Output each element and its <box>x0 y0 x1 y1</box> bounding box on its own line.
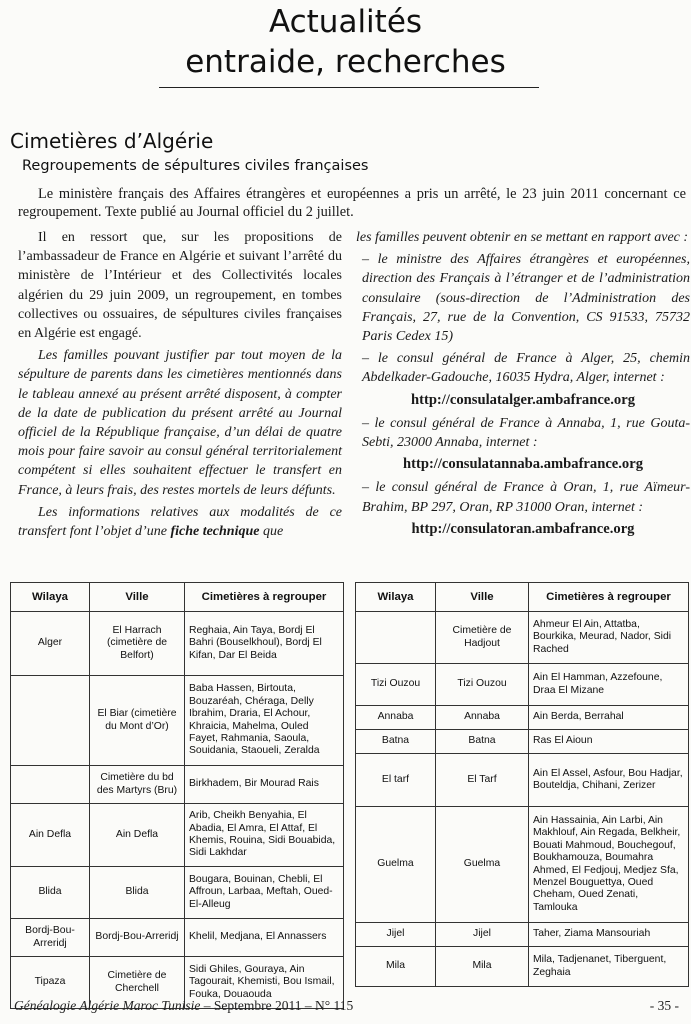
ville-cell: Guelma <box>436 807 529 923</box>
wilaya-cell: El tarf <box>356 754 436 807</box>
cimetieres-cell: Ras El Aioun <box>529 730 689 754</box>
section-title: Cimetières d’Algérie <box>10 129 214 153</box>
table-row <box>356 754 689 807</box>
header-title-line2: entraide, recherches <box>185 44 506 80</box>
wilaya-cell: Annaba <box>356 706 436 730</box>
table-row <box>356 664 689 706</box>
header-ville: Ville <box>436 583 529 612</box>
wilaya-cell: Bordj-Bou-Arreridj <box>11 919 90 957</box>
table-header-row <box>11 583 344 612</box>
contact-ministere: – le ministre des Affaires étrangères et européennes, direction des Français à l’étranger et de l’administration consulaire (sous-direction de l’Administration des Français, 27, rue de la Convention, CS 91533, 75732 Paris Cedex 15) <box>362 252 690 345</box>
cemetery-table-right <box>355 582 689 987</box>
fiche-technique-text: fiche technique <box>170 524 260 540</box>
url-consulat-alger[interactable]: http://consulatalger.ambafrance.org <box>410 391 636 408</box>
cimetieres-cell: Reghaia, Ain Taya, Bordj El Bahri (Bouselkhoul), Bordj El Kifan, Dar El Beida <box>185 612 344 676</box>
wilaya-cell: Guelma <box>356 807 436 923</box>
wilaya-cell: Jijel <box>356 923 436 947</box>
page-number: - 35 - <box>649 998 679 1013</box>
wilaya-cell: Tizi Ouzou <box>356 664 436 706</box>
ville-cell: Cimetière de Cherchell <box>90 957 185 1009</box>
cimetieres-cell: Sidi Ghiles, Gouraya, Ain Tagourait, Khemisti, Bou Ismail, Fouka, Douaouda <box>185 957 344 1009</box>
header-wilaya: Wilaya <box>11 583 90 612</box>
contact-alger: – le consul général de France à Alger, 25, chemin Abdelkader-Gadouche, 16035 Hydra, Alger, internet : <box>362 351 690 386</box>
wilaya-cell <box>11 676 90 766</box>
table-row <box>356 730 689 754</box>
contact-annaba: – le consul général de France à Annaba, 1, rue Gouta-Sebti, 23000 Annaba, internet : <box>362 415 690 451</box>
section-subtitle: Regroupements de sépultures civiles françaises <box>22 158 369 174</box>
wilaya-cell: Ain Defla <box>11 804 90 867</box>
right-text-column <box>356 228 690 543</box>
ville-cell: El Tarf <box>436 754 529 807</box>
header-cimetieres: Cimetières à regrouper <box>185 583 344 612</box>
cimetieres-cell: Mila, Tadjenanet, Tiberguent, Zeghaia <box>529 947 689 987</box>
cimetieres-cell: Birkhadem, Bir Mourad Rais <box>185 766 344 804</box>
ville-cell: El Biar (cimetière du Mont d’Or) <box>90 676 185 766</box>
ville-cell: Cimetière du bd des Martyrs (Bru) <box>90 766 185 804</box>
ville-cell: Mila <box>436 947 529 987</box>
table-row <box>356 923 689 947</box>
ville-cell: Bordj-Bou-Arreridj <box>90 919 185 957</box>
publication-name: Généalogie Algérie Maroc Tunisie <box>14 998 201 1013</box>
paragraph-regroupement: Il en ressort que, sur les propositions de l’ambassadeur de France en Algérie et suivant l’arrêté du ministère de l’Intérieur et des Collectivités locales algérien du 29 juin 2009, un regroupement, en tombes collectives ou ossuaires, de sépultures civiles françaises en Algérie est engagé. <box>18 230 342 342</box>
table-row <box>11 676 344 766</box>
ville-cell: Batna <box>436 730 529 754</box>
table-row <box>11 919 344 957</box>
table-row <box>356 947 689 987</box>
table-header-row <box>356 583 689 612</box>
paragraph-contacts: les familles peuvent obtenir en se mettant en rapport avec : <box>356 230 689 245</box>
wilaya-cell <box>356 612 436 664</box>
cimetieres-cell: Khelil, Medjana, El Annassers <box>185 919 344 957</box>
wilaya-cell: Tipaza <box>11 957 90 1009</box>
paragraph-informations <box>18 503 342 541</box>
ville-cell: Jijel <box>436 923 529 947</box>
cemetery-table-left <box>10 582 344 1009</box>
informations-end-text: que <box>259 524 284 540</box>
wilaya-cell: Alger <box>11 612 90 676</box>
cimetieres-cell: Ain El Hamman, Azzefoune, Draa El Mizane <box>529 664 689 706</box>
wilaya-cell <box>11 766 90 804</box>
footer-publication <box>14 998 353 1014</box>
left-text-column <box>18 228 342 544</box>
cimetieres-cell: Ahmeur El Ain, Attatba, Bourkika, Meurad, Nador, Sidi Rached <box>529 612 689 664</box>
wilaya-cell: Blida <box>11 867 90 919</box>
intro-paragraph: Le ministère français des Affaires étrangères et européennes a pris un arrêté, le 23 juin 2011 concernant ce regroupement. Texte publié au Journal officiel du 2 juillet. <box>18 186 686 220</box>
url-consulat-annaba[interactable]: http://consulatannaba.ambafrance.org <box>403 456 643 473</box>
wilaya-cell: Batna <box>356 730 436 754</box>
table-row <box>11 612 344 676</box>
table-row <box>356 706 689 730</box>
ville-cell: Blida <box>90 867 185 919</box>
cimetieres-cell: Taher, Ziama Mansouriah <box>529 923 689 947</box>
header-wilaya: Wilaya <box>356 583 436 612</box>
ville-cell: Cimetière de Hadjout <box>436 612 529 664</box>
ville-cell: Annaba <box>436 706 529 730</box>
cimetieres-cell: Ain El Assel, Asfour, Bou Hadjar, Bouteldja, Chihani, Zerizer <box>529 754 689 807</box>
cimetieres-cell: Baba Hassen, Birtouta, Bouzaréah, Chéraga, Delly Ibrahim, Draria, El Achour, Khraicia, Mahelma, Ouled Fayet, Rahmania, Saoula, Souidania, Staoueli, Zeralda <box>185 676 344 766</box>
url-consulat-oran[interactable]: http://consulatoran.ambafrance.org <box>411 520 635 537</box>
header-title-line1: Actualités <box>268 4 423 40</box>
header-cimetieres: Cimetières à regrouper <box>529 583 689 612</box>
wilaya-cell: Mila <box>356 947 436 987</box>
ville-cell: Tizi Ouzou <box>436 664 529 706</box>
informations-text: Les informations relatives aux modalités de ce transfert font l’objet d’une <box>18 504 342 540</box>
table-row <box>11 804 344 867</box>
cimetieres-cell: Arib, Cheikh Benyahia, El Abadia, El Amra, El Attaf, El Khemis, Rouina, Sidi Bouabida, Sidi Lakhdar <box>185 804 344 867</box>
header-divider <box>159 87 539 88</box>
header-ville: Ville <box>90 583 185 612</box>
table-row <box>356 807 689 923</box>
table-row <box>11 867 344 919</box>
cimetieres-cell: Ain Berda, Berrahal <box>529 706 689 730</box>
page-header <box>0 2 691 82</box>
issue-info: – Septembre 2011 – N° 115 <box>200 998 354 1013</box>
cimetieres-cell: Ain Hassainia, Ain Larbi, Ain Makhlouf, Ain Regada, Belkheir, Bouati Mahmoud, Bouchegouf, Boukhamouza, Boumahra Ahmed, El Fedjouj, Medjez Sfa, Menzel Bouguettya, Oued Cheham, Oued Zenati, Tamlouka <box>529 807 689 923</box>
table-row <box>11 766 344 804</box>
paragraph-familles: Les familles pouvant justifier par tout moyen de la sépulture de parents dans les cimetières mentionnés dans le tableau annexé au présent arrêté disposent, à compter de la date de publication du présent arrêté au Journal officiel de la République française, d’un délai de quatre mois pour faire savoir au consul général territorialement compétent si elles souhaitent effectuer le transfert en France, à leurs frais, des restes mortels de leurs défunts. <box>18 348 342 498</box>
ville-cell: El Harrach (cimetière de Belfort) <box>90 612 185 676</box>
cimetieres-cell: Bougara, Bouinan, Chebli, El Affroun, Larbaa, Meftah, Oued-El-Alleug <box>185 867 344 919</box>
ville-cell: Ain Defla <box>90 804 185 867</box>
table-row <box>356 612 689 664</box>
contact-oran: – le consul général de France à Oran, 1, rue Aïmeur-Brahim, BP 297, Oran, RP 31000 Oran, internet : <box>362 480 690 515</box>
